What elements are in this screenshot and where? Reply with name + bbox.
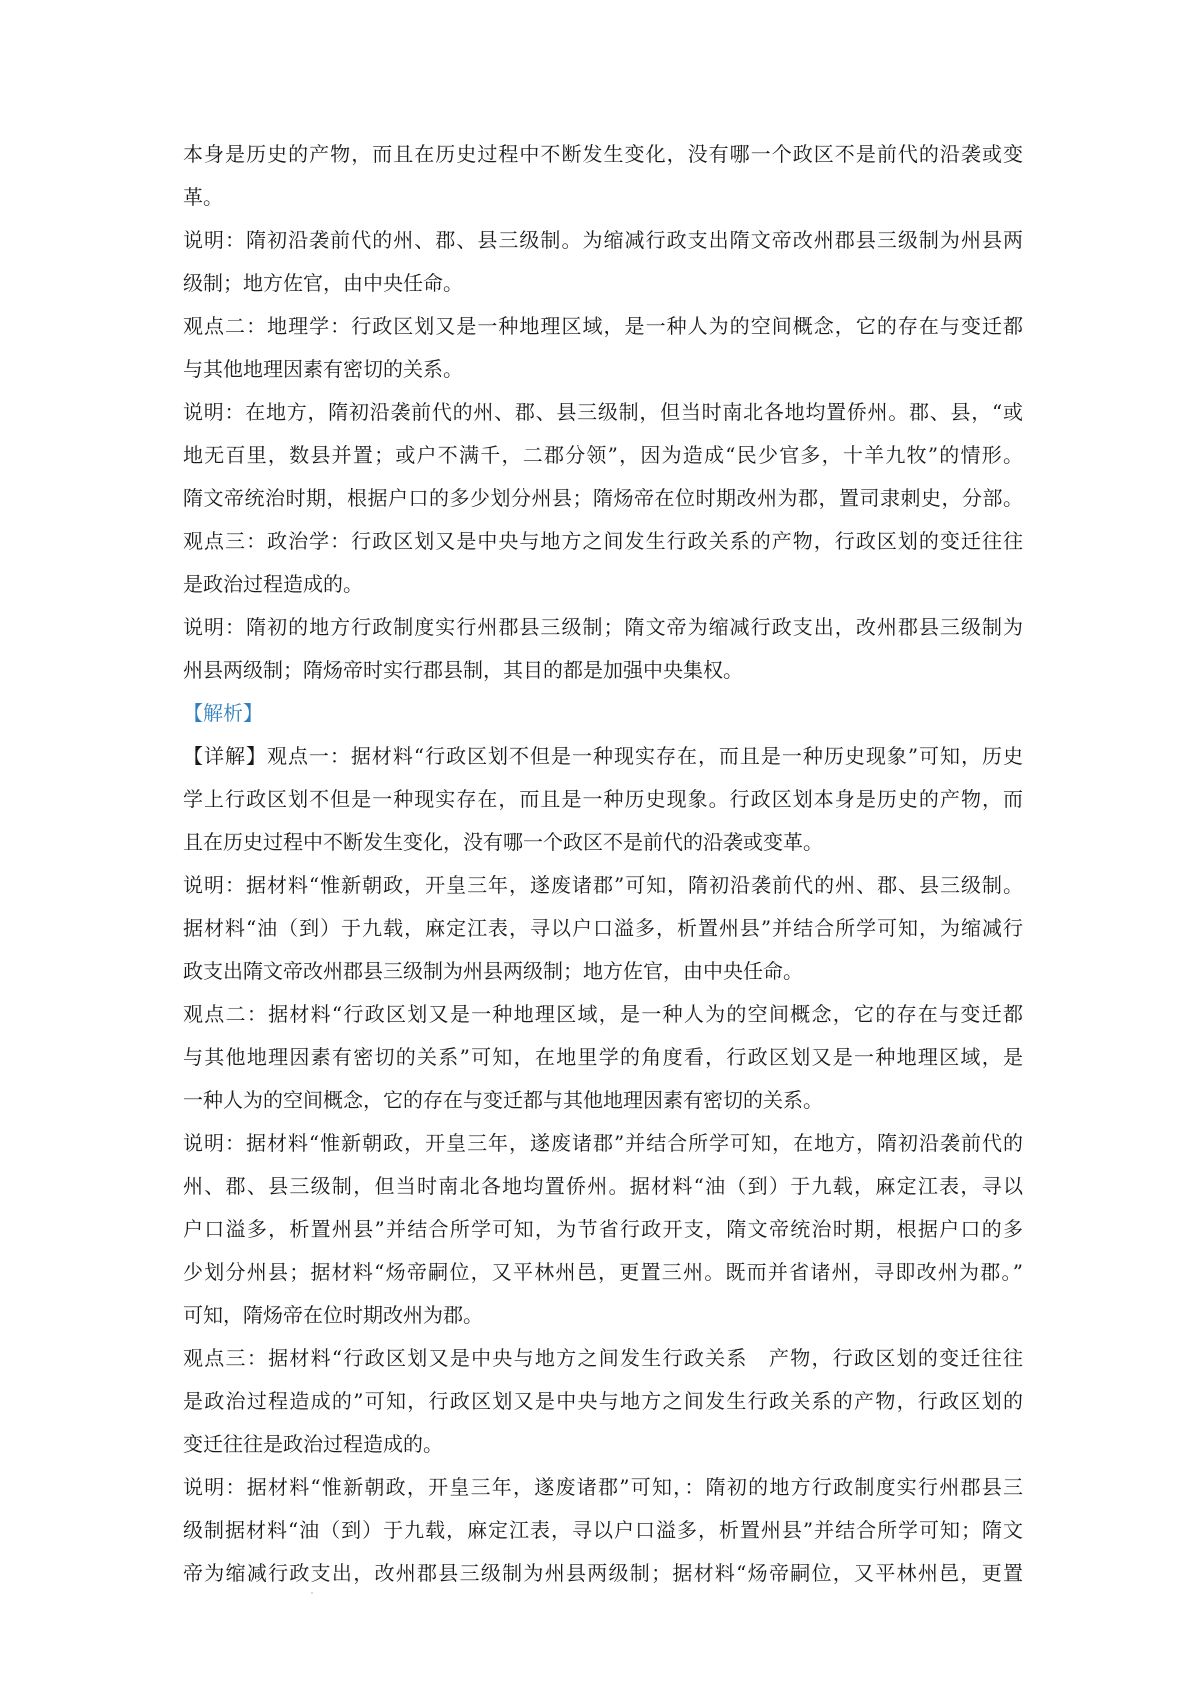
analysis-heading: 【解析】 (183, 701, 263, 725)
text-line: 隋文帝统治时期，根据户口的多少划分州县；隋炀帝在位时期改州为郡，置司隶刺史，分部。 (183, 486, 1023, 510)
document-body (183, 137, 1023, 1599)
text-line: 学上行政区划不但是一种现实存在，而且是一种历史现象。行政区划本身是历史的产物，而 (183, 787, 1023, 811)
text-line: 本身是历史的产物，而且在历史过程中不断发生变化，没有哪一个政区不是前代的沿袭或变 (183, 142, 1023, 166)
text-line: 革。 (183, 185, 223, 209)
text-line: 说明：隋初沿袭前代的州、郡、县三级制。为缩减行政支出隋文帝改州郡县三级制为州县两 (183, 228, 1023, 252)
text-line: 变迁往往是政治过程造成的。 (183, 1432, 443, 1456)
detail-first-line: 【详解】观点一：据材料“行政区划不但是一种现实存在，而且是一种历史现象”可知，历史 (183, 744, 1023, 768)
text-line: 是政治过程造成的。 (183, 572, 363, 596)
text-line: 一种人为的空间概念，它的存在与变迁都与其他地理因素有密切的关系。 (183, 1088, 823, 1112)
text-line: 说明：在地方，隋初沿袭前代的州、郡、县三级制，但当时南北各地均置侨州。郡、县，“或 (183, 400, 1023, 424)
text-line: 政支出隋文帝改州郡县三级制为州县两级制；地方佐官，由中央任命。 (183, 959, 803, 983)
text-line: 州县两级制；隋炀帝时实行郡县制，其目的都是加强中央集权。 (183, 658, 743, 682)
text-line: 与其他地理因素有密切的关系。 (183, 357, 463, 381)
text-line: 观点二：据材料“行政区划又是一种地理区域，是一种人为的空间概念，它的存在与变迁都 (183, 1002, 1023, 1026)
text-line: 且在历史过程中不断发生变化，没有哪一个政区不是前代的沿袭或变革。 (183, 830, 823, 854)
text-line: 观点三：政治学：行政区划又是中央与地方之间发生行政关系的产物，行政区划的变迁往往 (183, 529, 1023, 553)
text-line: 级制；地方佐官，由中央任命。 (183, 271, 463, 295)
text-line: 地无百里，数县并置；或户不满千，二郡分领”，因为造成“民少官多，十羊九牧”的情形。 (183, 443, 1023, 467)
text-line: 州、郡、县三级制，但当时南北各地均置侨州。据材料“油（到）于九载，麻定江表，寻以 (183, 1174, 1023, 1198)
text-line: 户口溢多，析置州县”并结合所学可知，为节省行政开支，隋文帝统治时期，根据户口的多 (183, 1217, 1023, 1241)
text-line: 据材料“油（到）于九载，麻定江表，寻以户口溢多，析置州县”并结合所学可知，为缩减行 (183, 916, 1023, 940)
text-line: 帝为缩减行政支出，改州郡县三级制为州县两级制；据材料“炀帝嗣位，又平林州邑，更置 (183, 1561, 1023, 1585)
text-line: 是政治过程造成的”可知，行政区划又是中央与地方之间发生行政关系的产物，行政区划的 (183, 1389, 1023, 1413)
text-line: 级制据材料“油（到）于九载，麻定江表，寻以户口溢多，析置州县”并结合所学可知；隋文 (183, 1518, 1023, 1542)
text-line: 可知，隋炀帝在位时期改州为郡。 (183, 1303, 483, 1327)
scan-speck (311, 1592, 313, 1594)
text-line: 说明：据材料“惟新朝政，开皇三年，遂废诸郡”可知，隋初沿袭前代的州、郡、县三级制。 (183, 873, 1023, 897)
text-line: 说明：据材料“惟新朝政，开皇三年，遂废诸郡”并结合所学可知，在地方，隋初沿袭前代的 (183, 1131, 1023, 1155)
text-line: 与其他地理因素有密切的关系”可知，在地里学的角度看，行政区划又是一种地理区域，是 (183, 1045, 1023, 1069)
text-line: 少划分州县；据材料“炀帝嗣位，又平林州邑，更置三州。既而并省诸州，寻即改州为郡。” (183, 1260, 1023, 1284)
text-line: 观点二：地理学：行政区划又是一种地理区域，是一种人为的空间概念，它的存在与变迁都 (183, 314, 1023, 338)
text-line: 说明：隋初的地方行政制度实行州郡县三级制；隋文帝为缩减行政支出，改州郡县三级制为 (183, 615, 1023, 639)
text-line: 观点三：据材料“行政区划又是中央与地方之间发生行政关系 产物，行政区划的变迁往往 (183, 1346, 1023, 1370)
text-line: 说明：据材料“惟新朝政，开皇三年，遂废诸郡”可知，：隋初的地方行政制度实行州郡县三 (183, 1475, 1023, 1499)
